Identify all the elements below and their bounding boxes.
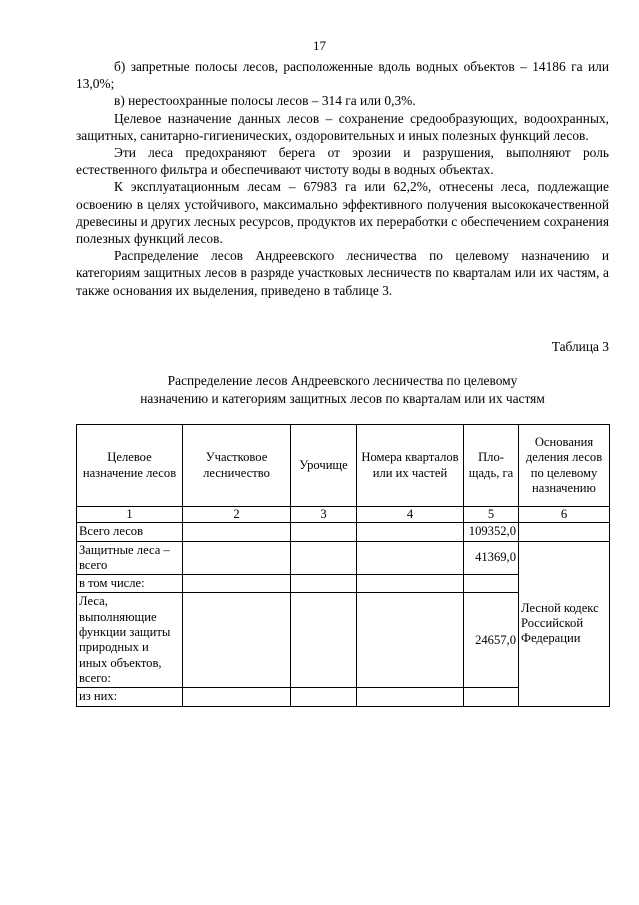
table-header-row	[77, 425, 610, 507]
quarters-cell	[357, 688, 464, 706]
body-text	[76, 58, 609, 299]
paragraph: К эксплуатационным лесам – 67983 га или 62,2%, отнесены леса, подлежащие освоению в целях устойчивого, максимально эффективного получения высококачественной древесины и других лесных ресурсов, продуктов их переработки с обеспечением сохранения полезных функций лесов.	[76, 179, 609, 247]
purpose-cell: Всего лесов	[77, 523, 183, 541]
table-title	[76, 372, 609, 407]
column-number-row	[77, 507, 610, 523]
column-number: 3	[291, 507, 357, 523]
area-cell: 41369,0	[464, 541, 519, 575]
district-cell	[183, 593, 291, 688]
tract-cell	[291, 541, 357, 575]
header-purpose: Целевое назначение лесов	[77, 425, 183, 507]
page-number: 17	[313, 38, 326, 53]
tract-cell	[291, 575, 357, 593]
tract-cell	[291, 688, 357, 706]
column-number: 5	[464, 507, 519, 523]
purpose-cell: в том числе:	[77, 575, 183, 593]
table-row	[77, 541, 610, 575]
tract-cell	[291, 593, 357, 688]
paragraph: Целевое назначение данных лесов – сохранение средообразующих, водоохранных, защитных, санитарно-гигиенических, оздоровительных и иных полезных функций лесов.	[76, 110, 609, 143]
table-title-line: назначению и категориям защитных лесов по кварталам или их частям	[140, 390, 545, 406]
header-tract: Урочище	[291, 425, 357, 507]
table-title-line: Распределение лесов Андреевского лесничества по целевому	[167, 373, 518, 388]
header-quarters: Номера кварталов или их частей	[357, 425, 464, 507]
paragraph: Распределение лесов Андреевского лесничества по целевому назначению и категориям защитных лесов в разряде участковых лесничеств по кварталам или их частям, а также основания их выделения, приведено в таблице 3.	[76, 248, 609, 298]
area-cell: 109352,0	[464, 523, 519, 541]
column-number: 1	[77, 507, 183, 523]
area-cell	[464, 688, 519, 706]
table-caption: Таблица 3	[551, 339, 609, 354]
column-number: 2	[183, 507, 291, 523]
table-row	[77, 523, 610, 541]
quarters-cell	[357, 523, 464, 541]
quarters-cell	[357, 541, 464, 575]
area-cell	[464, 575, 519, 593]
forest-distribution-table	[76, 424, 610, 707]
header-district: Участковое лесничество	[183, 425, 291, 507]
paragraph: б) запретные полосы лесов, расположенные вдоль водных объектов – 14186 га или 13,0%;	[76, 59, 609, 92]
header-basis: Основания деления лесов по целевому назначению	[519, 425, 610, 507]
paragraph: Эти леса предохраняют берега от эрозии и разрушения, выполняют роль естественного фильтра и обеспечивают чистоту воды в водных объектах.	[76, 145, 609, 178]
paragraph: в) нерестоохранные полосы лесов – 314 га или 0,3%.	[114, 93, 416, 109]
purpose-cell: Леса, выполняющие функции защиты природных и иных объектов, всего:	[77, 593, 183, 688]
quarters-cell	[357, 593, 464, 688]
basis-cell	[519, 523, 610, 541]
purpose-cell: Защитные леса – всего	[77, 541, 183, 575]
area-cell: 24657,0	[464, 593, 519, 688]
purpose-cell: из них:	[77, 688, 183, 706]
tract-cell	[291, 523, 357, 541]
header-area: Пло-щадь, га	[464, 425, 519, 507]
quarters-cell	[357, 575, 464, 593]
district-cell	[183, 523, 291, 541]
column-number: 6	[519, 507, 610, 523]
column-number: 4	[357, 507, 464, 523]
district-cell	[183, 575, 291, 593]
basis-cell: Лесной кодекс Российской Федерации	[519, 541, 610, 706]
district-cell	[183, 541, 291, 575]
district-cell	[183, 688, 291, 706]
